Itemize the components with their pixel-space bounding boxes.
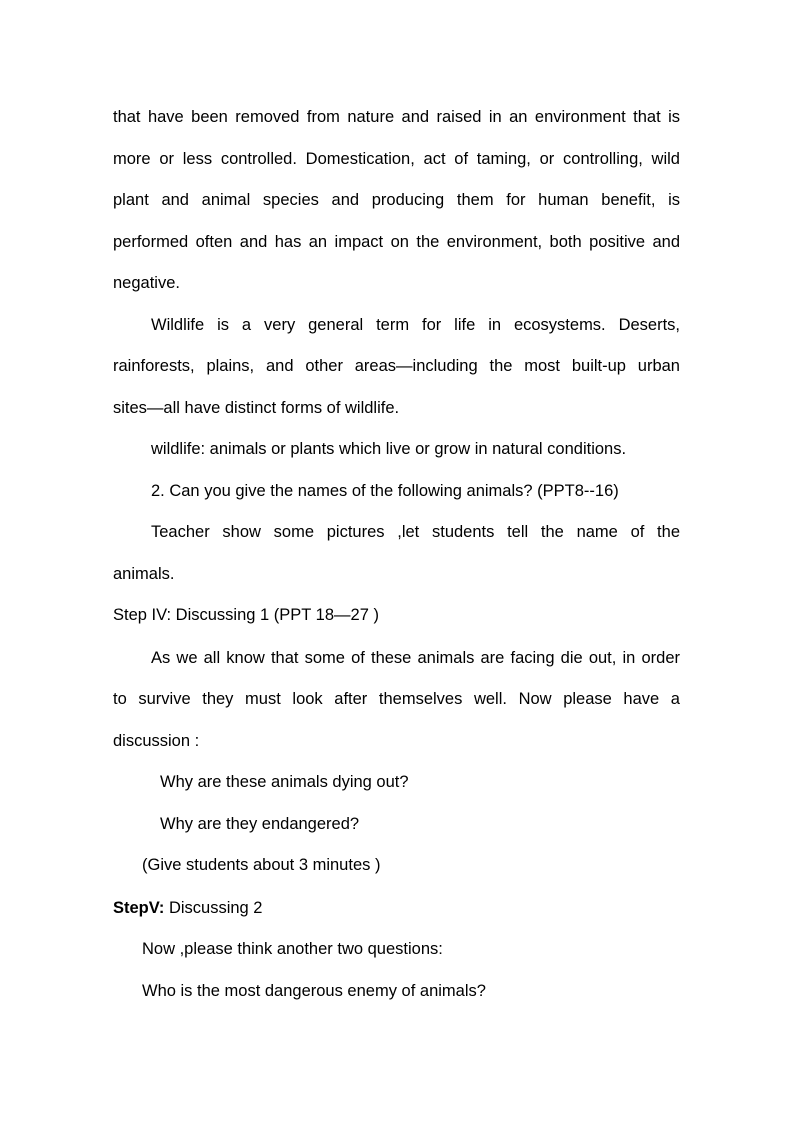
paragraph-1-line-2: more or less controlled. Domestication, act of taming, or controlling, wild bbox=[113, 150, 680, 168]
step-5-intro: Now ,please think another two questions: bbox=[142, 940, 443, 958]
step-4-time-note: (Give students about 3 minutes ) bbox=[142, 856, 381, 874]
teacher-note-line-2: animals. bbox=[113, 565, 175, 583]
paragraph-2-line-2: rainforests, plains, and other areas—including the most built-up urban bbox=[113, 357, 680, 375]
step-4-intro-line-3: discussion : bbox=[113, 732, 200, 750]
paragraph-2-line-1: Wildlife is a very general term for life in ecosystems. Deserts, bbox=[151, 316, 680, 334]
paragraph-1-line-5: negative. bbox=[113, 274, 180, 292]
step-5-label: StepV: bbox=[113, 899, 165, 917]
step-5-question: Who is the most dangerous enemy of animals? bbox=[142, 982, 486, 1000]
step-5-title: Discussing 2 bbox=[164, 899, 263, 917]
wildlife-definition: wildlife: animals or plants which live or grow in natural conditions. bbox=[151, 440, 627, 458]
step-4-question-1: Why are these animals dying out? bbox=[160, 773, 409, 791]
step-4-heading: Step IV: Discussing 1 (PPT 18—27 ) bbox=[113, 606, 379, 624]
step-4-intro-line-2: to survive they must look after themselves well. Now please have a bbox=[113, 690, 680, 708]
step-4-question-2: Why are they endangered? bbox=[160, 815, 360, 833]
step-5-heading bbox=[113, 898, 262, 918]
paragraph-2-line-3: sites—all have distinct forms of wildlife. bbox=[113, 399, 400, 417]
paragraph-1-line-1: that have been removed from nature and raised in an environment that is bbox=[113, 108, 680, 126]
paragraph-1-line-4: performed often and has an impact on the environment, both positive and bbox=[113, 233, 680, 251]
question-2: 2. Can you give the names of the following animals? (PPT8--16) bbox=[151, 482, 619, 500]
step-4-intro-line-1: As we all know that some of these animals are facing die out, in order bbox=[151, 649, 680, 667]
teacher-note-line-1: Teacher show some pictures ,let students tell the name of the bbox=[151, 523, 680, 541]
paragraph-1-line-3: plant and animal species and producing them for human benefit, is bbox=[113, 191, 680, 209]
